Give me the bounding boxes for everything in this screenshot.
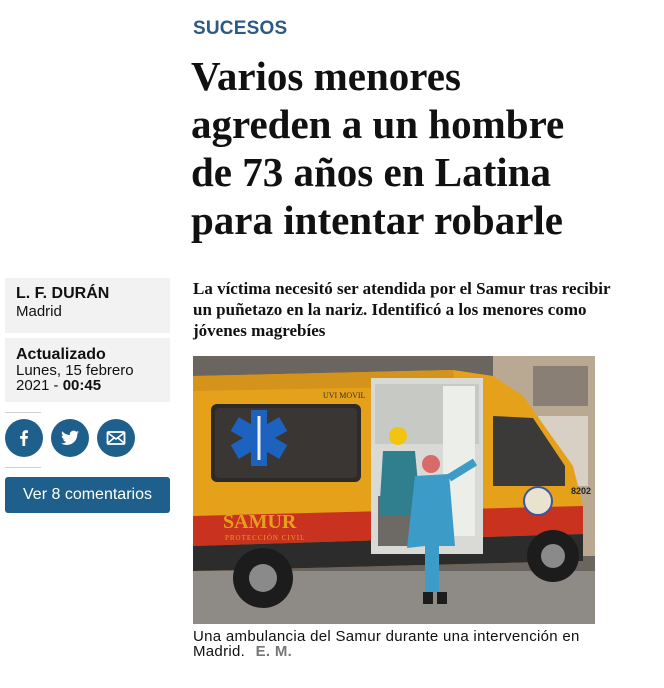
- divider: [5, 412, 41, 413]
- divider: [5, 467, 41, 468]
- vehicle-brand-text: SAMUR: [223, 511, 297, 533]
- view-comments-button[interactable]: Ver 8 comentarios: [5, 477, 170, 513]
- article-photo: [193, 356, 595, 624]
- photo-caption: [193, 629, 613, 659]
- caption-credit: E. M.: [255, 643, 293, 660]
- updated-label: Actualizado: [16, 346, 106, 363]
- vehicle-sub-text: PROTECCIÓN CIVIL: [225, 534, 306, 542]
- article-headline: Varios menores agreden a un hombre de 73 años en Latina para intentar robarle: [191, 53, 565, 243]
- facebook-icon: [15, 429, 33, 447]
- author-name[interactable]: L. F. DURÁN: [16, 285, 110, 302]
- date-text: Lunes, 15 febrero 2021 -: [16, 362, 134, 394]
- article-subtitle: La víctima necesitó ser atendida por el Samur tras recibir un puñetazo en la nariz. Identificó a los menores como jóvenes magrebíes: [193, 279, 611, 340]
- author-city: Madrid: [16, 303, 62, 320]
- publish-time: 00:45: [62, 377, 102, 394]
- date-box: [5, 338, 170, 402]
- caption-text: Una ambulancia del Samur durante una intervención en Madrid.: [193, 628, 580, 660]
- twitter-share-button[interactable]: [51, 419, 89, 457]
- section-label[interactable]: SUCESOS: [193, 18, 288, 39]
- author-box: [5, 278, 170, 333]
- vehicle-top-text: UVI MOVIL: [323, 391, 366, 400]
- email-share-button[interactable]: [97, 419, 135, 457]
- publish-date: [16, 363, 159, 393]
- twitter-icon: [60, 429, 80, 447]
- ambulance-photo: [193, 356, 595, 624]
- article-sidebar: [5, 278, 170, 513]
- share-buttons: [5, 419, 170, 457]
- vehicle-id-text: 8202: [571, 486, 592, 496]
- email-icon: [106, 430, 126, 446]
- facebook-share-button[interactable]: [5, 419, 43, 457]
